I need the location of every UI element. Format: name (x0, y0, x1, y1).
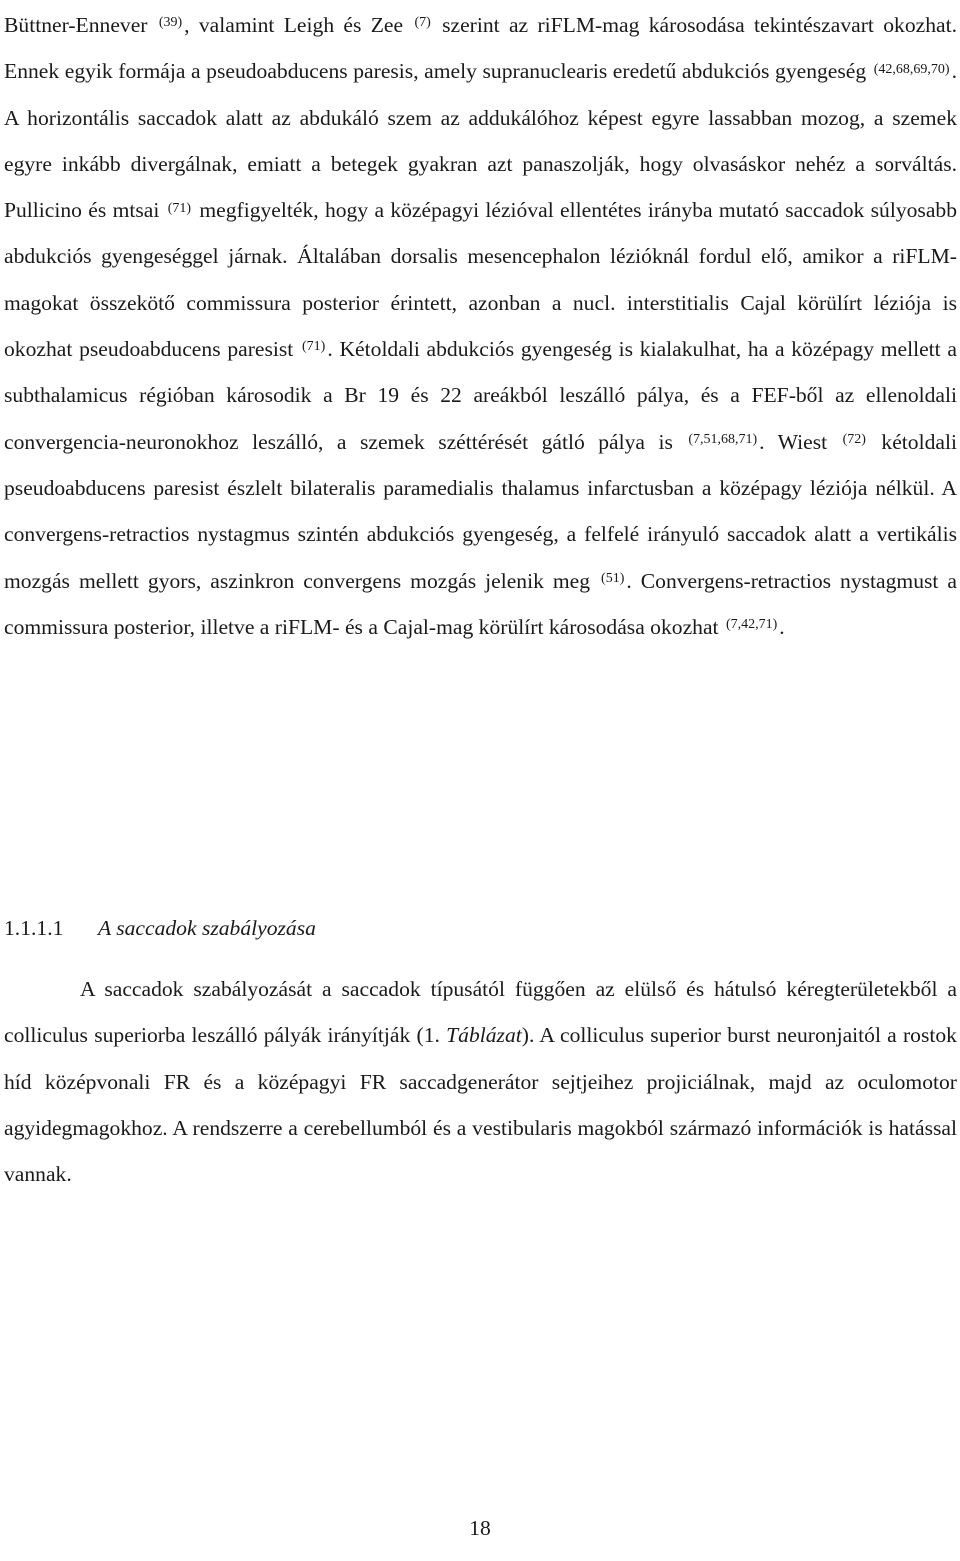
paragraph-text: . (779, 614, 785, 639)
paragraph-text: . Wiest (759, 429, 828, 454)
citation: (71) (302, 339, 326, 355)
section-heading (4, 912, 316, 944)
citation: (42,68,69,70) (873, 61, 950, 77)
paragraph-text: . Convergens-retractios nystagmust a commissura posterior, illetve a riFLM- és a Cajal-mag körülírt károsodása okozhat (4, 568, 957, 639)
citation: (7,42,71) (725, 617, 778, 633)
citation: (7,51,68,71) (688, 432, 758, 448)
citation: (72) (842, 432, 866, 448)
paragraph-text: kétoldali pseudoabducens paresist észlelt bilateralis paramedialis thalamus infarctusban a középagy léziója nélkül. A convergens-retractios nystagmus szintén abdukciós gyengeség, a felfelé irányuló saccadok alatt a vertikális mozgás mellett gyors, aszinkron convergens mozgás jelenik meg (4, 429, 957, 593)
section-number: 1.1.1.1 (4, 916, 64, 940)
paragraph-text: ). A colliculus superior burst neuronjaitól a rostok híd középvonali FR és a középagyi FR saccadgenerátor sejtjeihez projiciálnak, majd az oculomotor agyidegmagokhoz. A rendszerre a cerebellumból és a vestibularis magokból származó információk is hatással vannak. (4, 1023, 957, 1187)
paragraph-text: . Kétoldali abdukciós gyengeség is kialakulhat, ha a középagy mellett a subthalamicus régióban károsodik a Br 19 és 22 areákból leszálló pálya, és a FEF-ből az ellenoldali convergencia-neuronokhoz leszálló, a szemek széttérését gátló pálya is (4, 337, 957, 454)
table-reference: Táblázat (446, 1023, 522, 1048)
paragraph-text: . A horizontális saccadok alatt az abdukáló szem az addukálóhoz képest egyre lassabban mozog, a szemek egyre inkább divergálnak, emiatt a betegek gyakran azt panaszolják, hogy olvasáskor nehéz a sorváltás. Pullicino és mtsai (4, 59, 957, 223)
paragraph-text: A saccadok szabályozását a saccadok típusától függően az elülső és hátulsó kéregterületekből a colliculus superiorba leszálló pályák irányítják (1. (4, 977, 957, 1048)
paragraph-text: szerint az riFLM-mag károsodása tekintészavart okozhat. Ennek egyik formája a pseudoabducens paresis, amely supranuclearis eredetű abdukciós gyengeség (4, 13, 957, 84)
citation: (51) (601, 570, 625, 586)
citation: (39) (158, 15, 183, 31)
body-paragraph (4, 966, 957, 1197)
paragraph-text: Büttner-Ennever (4, 13, 148, 37)
paragraph-text: megfigyelték, hogy a középagyi lézióval ellentétes irányba mutató saccadok súlyosabb abdukciós gyengeséggel járnak. Általában dorsalis mesencephalon lézióknál fordul elő, amikor a riFLM-magokat összekötő commissura posterior érintett, azonban a nucl. interstitialis Cajal körülírt léziója is okozhat pseudoabducens paresist (4, 198, 958, 362)
citation: (71) (167, 200, 192, 216)
section-title: A saccadok szabályozása (98, 916, 316, 940)
paragraph-text: , valamint Leigh és Zee (184, 13, 404, 37)
citation: (7) (414, 15, 431, 31)
body-paragraph (4, 2, 957, 650)
page-number: 18 (469, 1516, 491, 1540)
